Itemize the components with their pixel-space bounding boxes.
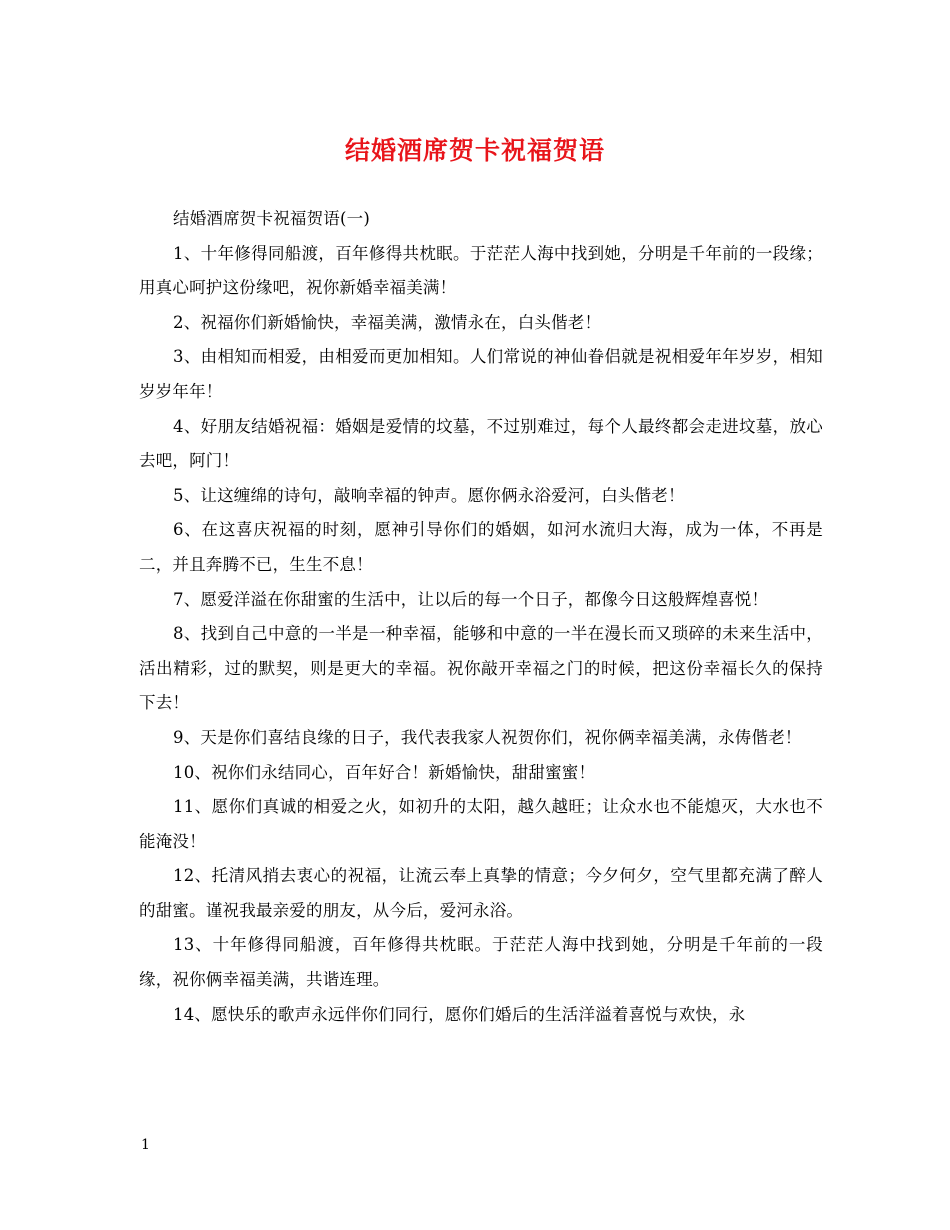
paragraph-5: 5、让这缠绵的诗句，敲响幸福的钟声。愿你俩永浴爱河，白头偕老！ (173, 485, 685, 505)
page-number: 1 (141, 1137, 150, 1153)
document-body (139, 202, 823, 1032)
paragraph-4: 4、好朋友结婚祝福：婚姻是爱情的坟墓，不过别难过，每个人最终都会走进坟墓，放心去吧，阿门！ (139, 416, 823, 471)
paragraph-10: 10、祝你们永结同心，百年好合！新婚愉快，甜甜蜜蜜！ (173, 762, 596, 782)
paragraph-13: 13、十年修得同船渡，百年修得共枕眠。于茫茫人海中找到她，分明是千年前的一段缘，祝你俩幸福美满，共谐连理。 (139, 935, 823, 990)
paragraph-11: 11、愿你们真诚的相爱之火，如初升的太阳，越久越旺；让众水也不能熄灭，大水也不能淹没！ (139, 797, 823, 851)
paragraph-3: 3、由相知而相爱，由相爱而更加相知。人们常说的神仙眷侣就是祝相爱年年岁岁，相知岁岁年年！ (139, 347, 823, 401)
paragraph-8: 8、找到自己中意的一半是一种幸福，能够和中意的一半在漫长而又琐碎的未来生活中，活出精彩，过的默契，则是更大的幸福。祝你敲开幸福之门的时候，把这份幸福长久的保持下去！ (139, 624, 823, 713)
paragraph-7: 7、愿爱洋溢在你甜蜜的生活中，让以后的每一个日子，都像今日这般辉煌喜悦！ (173, 589, 769, 609)
paragraph-9: 9、天是你们喜结良缘的日子，我代表我家人祝贺你们，祝你俩幸福美满，永俦偕老！ (173, 727, 802, 747)
paragraph-1: 1、十年修得同船渡，百年修得共枕眠。于茫茫人海中找到她，分明是千年前的一段缘；用真心呵护这份缘吧，祝你新婚幸福美满！ (139, 243, 823, 298)
paragraph-subtitle: 结婚酒席贺卡祝福贺语(一) (173, 209, 370, 228)
paragraph-12: 12、托清风捎去衷心的祝福，让流云奉上真挚的情意；今夕何夕，空气里都充满了醉人的甜蜜。谨祝我最亲爱的朋友，从今后，爱河永浴。 (139, 866, 823, 920)
paragraph-2: 2、祝福你们新婚愉快，幸福美满，激情永在，白头偕老！ (173, 312, 602, 332)
paragraph-14: 14、愿快乐的歌声永远伴你们同行，愿你们婚后的生活洋溢着喜悦与欢快，永 (173, 1004, 746, 1024)
paragraph-6: 6、在这喜庆祝福的时刻，愿神引导你们的婚姻，如河水流归大海，成为一体，不再是二，并且奔腾不已，生生不息！ (139, 520, 823, 574)
document-title: 结婚酒席贺卡祝福贺语 (344, 136, 605, 165)
